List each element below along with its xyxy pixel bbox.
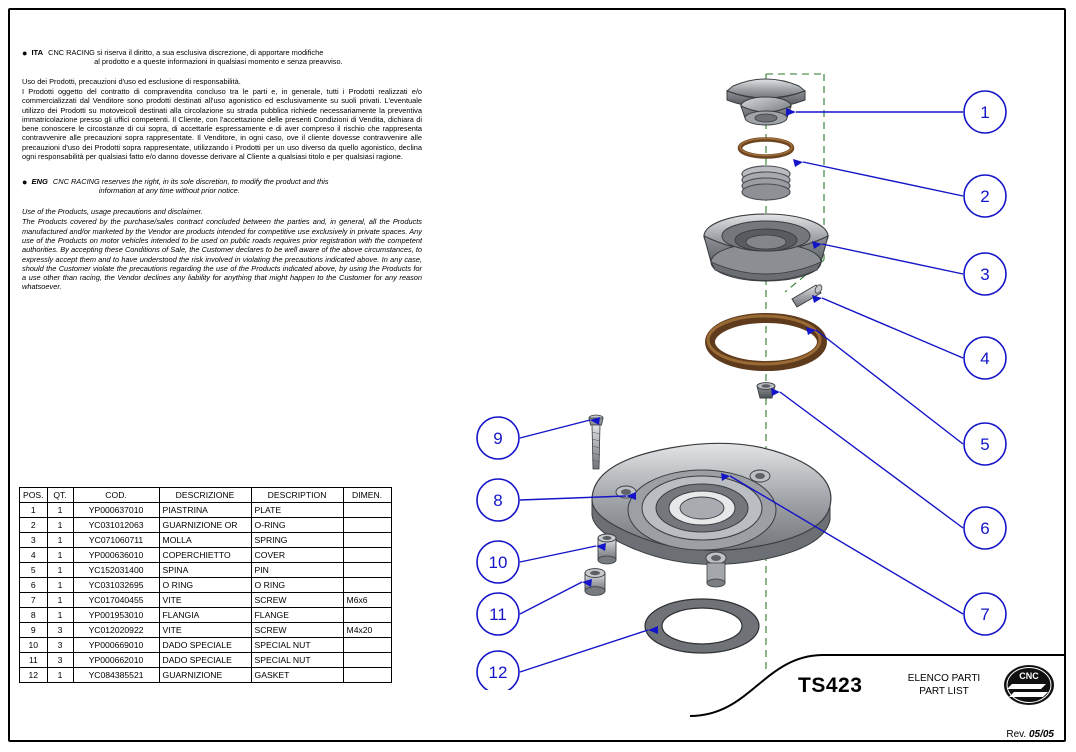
table-row: [20, 518, 392, 533]
header-descrizione: DESCRIZIONE: [159, 488, 251, 503]
callout-number: 8: [493, 491, 503, 510]
cell-pos: 4: [20, 548, 48, 563]
cell-desc: DADO SPECIALE: [159, 653, 251, 668]
cell-dim: [343, 503, 391, 518]
eng-headline-line1: CNC RACING reserves the right, in its sole discretion, to modify the product and this: [52, 177, 329, 187]
cell-dim: [343, 638, 391, 653]
exploded-view-drawing: [430, 30, 1050, 690]
cell-descr: PLATE: [251, 503, 343, 518]
product-code: TS423: [798, 674, 863, 697]
cell-dim: [343, 578, 391, 593]
callout-number: 5: [980, 435, 990, 454]
cell-dim: [343, 548, 391, 563]
cell-pos: 5: [20, 563, 48, 578]
cell-cod: YC012020922: [73, 623, 159, 638]
ita-subhead: Uso dei Prodotti, precauzioni d'uso ed esclusione di responsabilità.: [22, 77, 241, 86]
cell-qt: 1: [47, 548, 73, 563]
cell-qt: 1: [47, 608, 73, 623]
cell-qt: 3: [47, 623, 73, 638]
part-3-spring: [742, 166, 790, 200]
part-4-cover: [704, 214, 828, 281]
cell-cod: YP000637010: [73, 503, 159, 518]
eng-subhead: Use of the Products, usage precautions and disclaimer.: [22, 207, 203, 217]
cell-desc: VITE: [159, 593, 251, 608]
part-list-label: [896, 672, 992, 698]
cell-descr: COVER: [251, 548, 343, 563]
callout-number: 12: [488, 663, 508, 682]
svg-text:CNC: CNC: [1019, 671, 1039, 681]
header-qt: QT.: [47, 488, 73, 503]
cell-cod: YC152031400: [73, 563, 159, 578]
cell-dim: [343, 533, 391, 548]
cell-desc: O RING: [159, 578, 251, 593]
disclaimer-block: [22, 48, 422, 292]
cell-descr: SPRING: [251, 533, 343, 548]
cell-cod: YC017040455: [73, 593, 159, 608]
callout-number: 3: [980, 265, 990, 284]
cell-qt: 3: [47, 638, 73, 653]
cell-cod: YP000636010: [73, 548, 159, 563]
cell-qt: 1: [47, 563, 73, 578]
cell-cod: YC031032695: [73, 578, 159, 593]
part-6-oring: [708, 316, 822, 366]
table-row: [20, 623, 392, 638]
part-5-pin: [792, 284, 823, 307]
title-block: [690, 652, 1066, 718]
ita-body: I Prodotti oggetto del contratto di compravendita concluso tra le parti e, in generale, tutti i Prodotti realizzati e/o commercializzati dal Venditore sono prodotti destinati all'uso agonistico ed esclusivamente su suoli privati. L'eventuale utilizzo dei Prodotti su motoveicoli destinati alla circolazione su strada pubblica richiede necessariamente la preventiva immatricolazione presso gli uffici competenti. Il Cliente, con l'accettazione delle presenti Condizioni di Vendita, dichiara di bene conoscere le circostanze di cui sopra, di accettarle espressamente e di aver compreso il rischio che rappresenta contravvenire alle precauzioni sopra rappresentate. Il Venditore, in ogni caso, ove il cliente dovesse contravvenire alle precauzioni d'uso dei Prodotti sopra rappresentate, utilizzando i Prodotti per un uso diverso da quello agonistico, declina ogni responsabilità per qualsiasi fatto e/o danno dovesse derivare al Cliente a qualsiasi titolo e per qualsiasi ragione.: [22, 87, 422, 162]
table-row: [20, 638, 392, 653]
cell-cod: YC071060711: [73, 533, 159, 548]
cell-pos: 10: [20, 638, 48, 653]
lang-label-eng: ENG: [31, 177, 48, 187]
part-list-label-en: PART LIST: [919, 686, 969, 697]
table-row: [20, 608, 392, 623]
cell-dim: M6x6: [343, 593, 391, 608]
cell-descr: GASKET: [251, 668, 343, 683]
parts-table: [19, 487, 392, 683]
eng-headline-line2: information at any time without prior notice.: [98, 186, 240, 196]
disclaimer-ita-heading: [22, 48, 422, 66]
cell-qt: 1: [47, 503, 73, 518]
cell-desc: GUARNIZIONE: [159, 668, 251, 683]
cell-qt: 3: [47, 653, 73, 668]
cell-pos: 6: [20, 578, 48, 593]
flange-stud-nut: [707, 563, 725, 587]
cell-desc: GUARNIZIONE OR: [159, 518, 251, 533]
table-row: [20, 578, 392, 593]
cell-dim: [343, 608, 391, 623]
part-10-special-nut: [598, 534, 616, 564]
callout-number: 9: [493, 429, 503, 448]
table-row: [20, 653, 392, 668]
cell-dim: [343, 668, 391, 683]
cell-pos: 8: [20, 608, 48, 623]
table-row: [20, 533, 392, 548]
cell-cod: YC084385521: [73, 668, 159, 683]
cell-descr: SPECIAL NUT: [251, 638, 343, 653]
cell-cod: YP001953010: [73, 608, 159, 623]
cell-pos: 1: [20, 503, 48, 518]
bullet-icon: ●: [22, 48, 28, 58]
table-row: [20, 593, 392, 608]
lang-label-ita: ITA: [31, 48, 44, 57]
cell-pos: 9: [20, 623, 48, 638]
cell-pos: 12: [20, 668, 48, 683]
cell-descr: SCREW: [251, 593, 343, 608]
callout-number: 7: [980, 605, 990, 624]
part-list-label-it: ELENCO PARTI: [907, 673, 981, 684]
header-cod: COD.: [73, 488, 159, 503]
cell-dim: [343, 653, 391, 668]
callout-number: 6: [980, 519, 990, 538]
bullet-icon-2: ●: [22, 177, 28, 188]
header-description: DESCRIPTION: [251, 488, 343, 503]
cell-descr: FLANGE: [251, 608, 343, 623]
cell-pos: 7: [20, 593, 48, 608]
table-row: [20, 503, 392, 518]
cell-qt: 1: [47, 533, 73, 548]
header-dimen: DIMEN.: [343, 488, 391, 503]
disclaimer-eng-heading: [22, 177, 422, 195]
cell-pos: 2: [20, 518, 48, 533]
cell-descr: O RING: [251, 578, 343, 593]
cell-descr: SPECIAL NUT: [251, 653, 343, 668]
cell-desc: MOLLA: [159, 533, 251, 548]
cell-pos: 11: [20, 653, 48, 668]
callout-number: 10: [488, 553, 508, 572]
header-pos: POS.: [20, 488, 48, 503]
cell-qt: 1: [47, 578, 73, 593]
callout-number: 4: [980, 349, 990, 368]
callout-number: 2: [980, 187, 990, 206]
cell-dim: [343, 563, 391, 578]
cell-desc: COPERCHIETTO: [159, 548, 251, 563]
part-8-flange: [592, 443, 831, 564]
part-12-gasket: [645, 599, 759, 653]
revision: [1006, 729, 1054, 740]
cell-qt: 1: [47, 668, 73, 683]
table-row: [20, 563, 392, 578]
callout-number: 11: [489, 605, 507, 624]
table-header-row: [20, 488, 392, 503]
cell-desc: PIASTRINA: [159, 503, 251, 518]
cell-dim: M4x20: [343, 623, 391, 638]
table-row: [20, 548, 392, 563]
cell-cod: YP000669010: [73, 638, 159, 653]
cell-dim: [343, 518, 391, 533]
cell-descr: O-RING: [251, 518, 343, 533]
cnc-racing-logo-icon: [1002, 662, 1056, 708]
revision-label: Rev.: [1006, 729, 1027, 740]
cell-desc: VITE: [159, 623, 251, 638]
cell-pos: 3: [20, 533, 48, 548]
ita-headline-line1: CNC RACING si riserva il diritto, a sua esclusiva discrezione, di apportare modifiche: [48, 48, 324, 57]
cell-cod: YC031012063: [73, 518, 159, 533]
eng-body: The Products covered by the purchase/sales contract concluded between the parties and, in general, all the Products manufactured and/or marketed by the Vendor are products intended for competitive use exclusively in private spaces. Any use of the Products on motor vehicles intended to be used on public roads requires prior registration with the competent authorities. By accepting these Conditions of Sale, the Customer declares to be well aware of the above circumstances, to expressly accept them and to have understood the risk involved in violating the precautions indicated above. In any case, should the Customer violate the precautions regarding the use of the Products indicated above, by using the Products for a use other than racing, the Vendor declines any liability for anything that might happen to the Customer for any reason whatsoever.: [22, 217, 422, 292]
cell-descr: SCREW: [251, 623, 343, 638]
cell-qt: 1: [47, 593, 73, 608]
ita-headline-line2: al prodotto e a queste informazioni in qualsiasi momento e senza preavviso.: [94, 57, 343, 66]
part-1-plate: [727, 79, 805, 125]
table-row: [20, 668, 392, 683]
cell-desc: SPINA: [159, 563, 251, 578]
revision-value: 05/05: [1028, 729, 1054, 740]
callout-number: 1: [980, 103, 990, 122]
cell-desc: FLANGIA: [159, 608, 251, 623]
cell-desc: DADO SPECIALE: [159, 638, 251, 653]
cell-descr: PIN: [251, 563, 343, 578]
cell-qt: 1: [47, 518, 73, 533]
cell-cod: YP000662010: [73, 653, 159, 668]
